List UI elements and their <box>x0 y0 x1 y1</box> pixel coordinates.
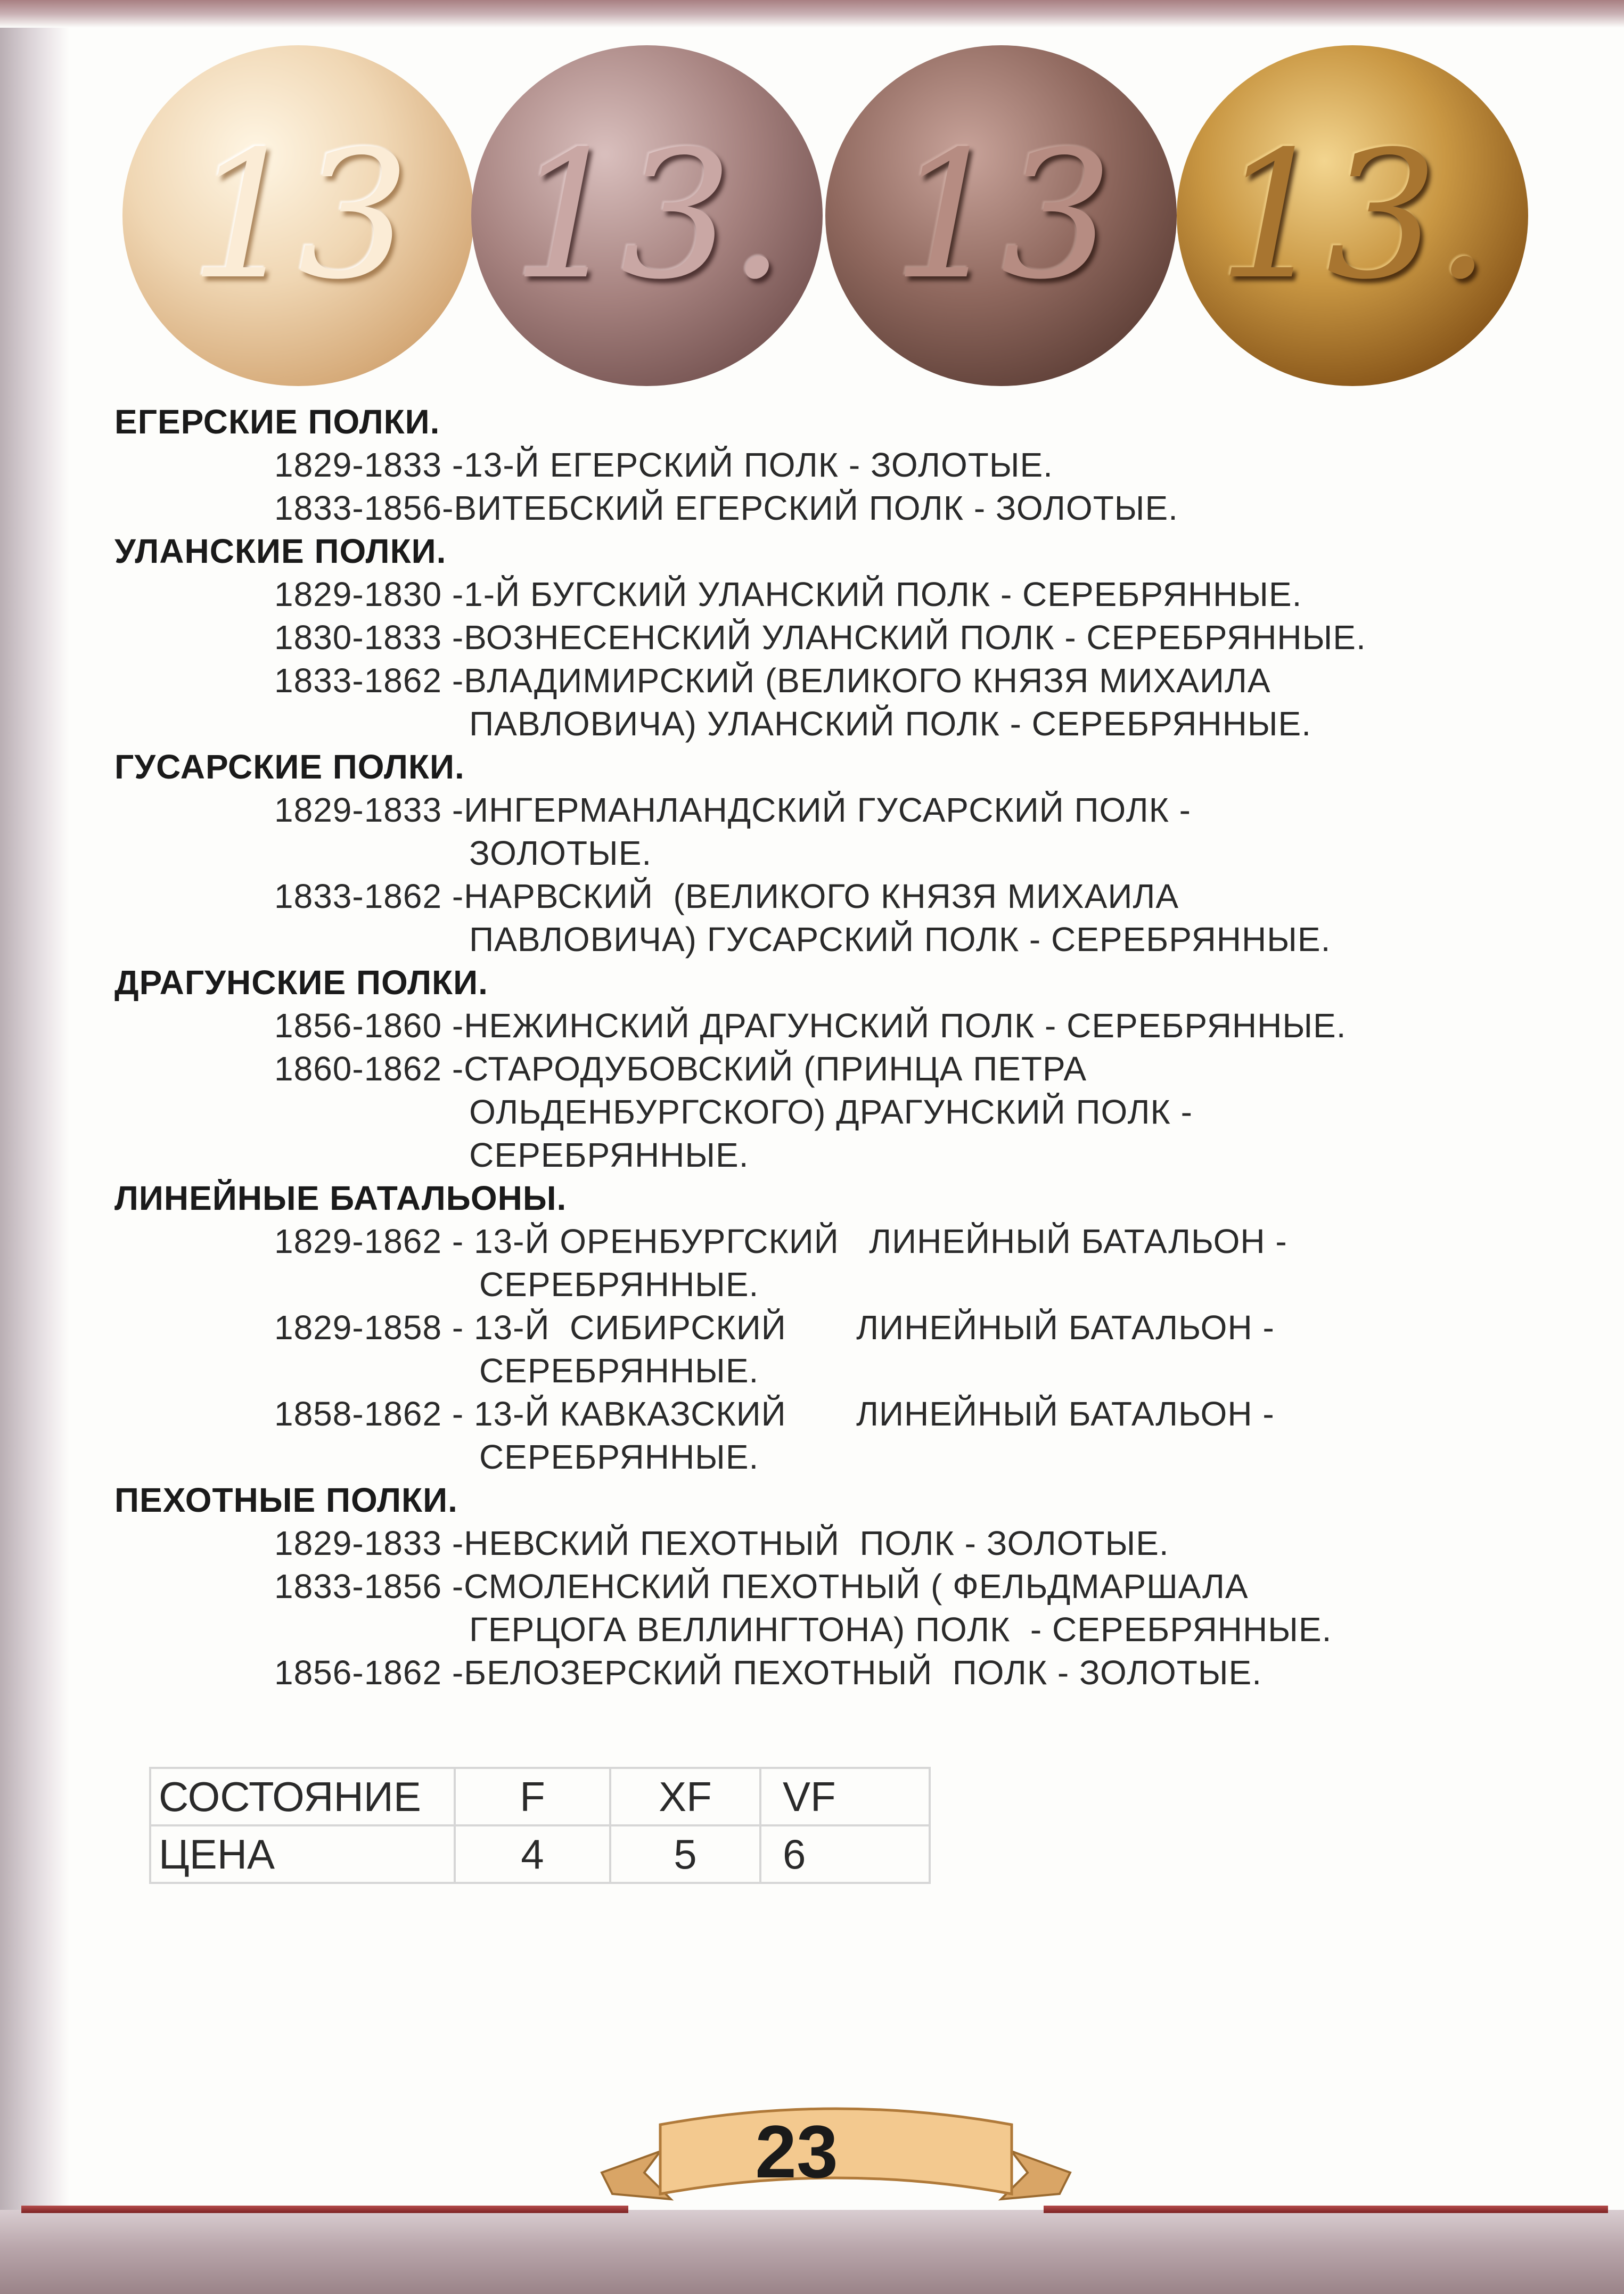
entry-description <box>474 1220 1510 1306</box>
entry-description <box>474 1392 1510 1479</box>
entry-line: ПАВЛОВИЧА) ГУСАРСКИЙ ПОЛК - СЕРЕБРЯННЫЕ. <box>469 920 1331 958</box>
page-frame-bottom <box>0 2210 1624 2294</box>
entry-line: 13-Й СИБИРСКИЙ ЛИНЕЙНЫЙ БАТАЛЬОН - <box>473 1308 1275 1347</box>
entry-description <box>464 789 1510 875</box>
entry-line: СМОЛЕНСКИЙ ПЕХОТНЫЙ ( ФЕЛЬДМАРШАЛА <box>464 1567 1249 1605</box>
entry-line: 13-Й ОРЕНБУРГСКИЙ ЛИНЕЙНЫЙ БАТАЛЬОН - <box>473 1222 1287 1260</box>
button-number: 13 <box>892 113 1110 318</box>
grade-cell: VF <box>760 1768 930 1825</box>
entry-years: 1833-1862 - <box>274 877 464 915</box>
entry-line: ЗОЛОТЫЕ. <box>469 834 652 872</box>
price-row <box>150 1825 930 1883</box>
regiment-entry <box>274 573 1510 616</box>
entry-description <box>464 875 1510 961</box>
section-heading: ЕГЕРСКИЕ ПОЛКИ. <box>114 403 440 441</box>
entry-line: НЕЖИНСКИЙ ДРАГУНСКИЙ ПОЛК - СЕРЕБРЯННЫЕ. <box>464 1006 1347 1045</box>
button-image-silver <box>471 45 823 386</box>
regiment-entry <box>274 875 1510 961</box>
entry-description <box>464 1047 1510 1177</box>
regiment-entry <box>274 1522 1510 1565</box>
entry-line: СЕРЕБРЯННЫЕ. <box>479 1351 759 1390</box>
entry-line: СЕРЕБРЯННЫЕ. <box>479 1265 759 1304</box>
button-number: 13. <box>512 113 782 318</box>
grade-cell: XF <box>610 1768 760 1825</box>
entry-description <box>464 444 1510 487</box>
entry-years: 1829-1858 - <box>274 1308 474 1347</box>
entry-description <box>454 487 1510 530</box>
entry-line: НЕВСКИЙ ПЕХОТНЫЙ ПОЛК - ЗОЛОТЫЕ. <box>464 1524 1169 1562</box>
price-table <box>149 1767 931 1884</box>
regiment-entry <box>274 789 1510 875</box>
price-cell: 4 <box>455 1825 610 1883</box>
bottom-rule-left <box>21 2206 628 2213</box>
entry-years: 1829-1833 - <box>274 1524 464 1562</box>
entry-years: 1833-1856 - <box>274 1567 464 1605</box>
entry-line: 13-Й КАВКАЗСКИЙ ЛИНЕЙНЫЙ БАТАЛЬОН - <box>473 1395 1275 1433</box>
button-image-gold <box>1177 45 1528 386</box>
entry-years: 1856-1862 - <box>274 1653 464 1692</box>
entry-years: 1860-1862 - <box>274 1050 464 1088</box>
button-number: 13 <box>190 113 407 318</box>
regiment-entry <box>274 1651 1510 1694</box>
entry-line: 13-Й ЕГЕРСКИЙ ПОЛК - ЗОЛОТЫЕ. <box>464 446 1053 484</box>
regiment-entry <box>274 487 1510 530</box>
regiment-entry <box>274 1047 1510 1177</box>
grade-cell: F <box>455 1768 610 1825</box>
price-label: ЦЕНА <box>150 1825 455 1883</box>
entry-line: ИНГЕРМАНЛАНДСКИЙ ГУСАРСКИЙ ПОЛК - <box>464 791 1191 829</box>
regiment-entry <box>274 659 1510 745</box>
entry-line: СЕРЕБРЯННЫЕ. <box>469 1136 749 1174</box>
page-frame-left <box>0 0 69 2294</box>
entry-description <box>464 616 1510 659</box>
entry-years: 1829-1830 - <box>274 575 464 613</box>
section-heading: УЛАНСКИЕ ПОЛКИ. <box>114 532 447 570</box>
entry-line: БЕЛОЗЕРСКИЙ ПЕХОТНЫЙ ПОЛК - ЗОЛОТЫЕ. <box>464 1653 1262 1692</box>
entry-description <box>464 1522 1510 1565</box>
price-cell: 6 <box>760 1825 930 1883</box>
entry-line: ВИТЕБСКИЙ ЕГЕРСКИЙ ПОЛК - ЗОЛОТЫЕ. <box>454 489 1178 527</box>
entry-years: 1829-1833 - <box>274 446 464 484</box>
entry-description <box>464 1004 1510 1047</box>
entry-line: ГЕРЦОГА ВЕЛЛИНГТОНА) ПОЛК - СЕРЕБРЯННЫЕ. <box>469 1610 1332 1649</box>
entry-description <box>464 1651 1510 1694</box>
regiment-entry <box>274 1220 1510 1306</box>
button-images-row <box>122 45 1518 386</box>
entry-line: ВОЗНЕСЕНСКИЙ УЛАНСКИЙ ПОЛК - СЕРЕБРЯННЫЕ. <box>464 618 1366 657</box>
bottom-rule-right <box>1044 2206 1608 2213</box>
price-cell: 5 <box>610 1825 760 1883</box>
entry-years: 1856-1860 - <box>274 1006 464 1045</box>
entry-description <box>464 1565 1510 1651</box>
regiment-entry <box>274 1392 1510 1479</box>
regiment-entry <box>274 1004 1510 1047</box>
entry-line: СЕРЕБРЯННЫЕ. <box>479 1438 759 1476</box>
entry-years: 1830-1833 - <box>274 618 464 657</box>
button-number: 13. <box>1217 113 1488 318</box>
regiment-entry <box>274 616 1510 659</box>
entry-years: 1833-1856- <box>274 489 454 527</box>
entry-description <box>474 1306 1510 1392</box>
entry-description <box>464 573 1510 616</box>
button-image-gold-light <box>122 45 474 386</box>
page-frame-top <box>0 0 1624 28</box>
entry-years: 1829-1862 - <box>274 1222 474 1260</box>
regiment-entry <box>274 444 1510 487</box>
condition-row <box>150 1768 930 1825</box>
button-image-silver-dark <box>825 45 1177 386</box>
regiment-listing <box>114 400 1510 1694</box>
entry-line: ОЛЬДЕНБУРГСКОГО) ДРАГУНСКИЙ ПОЛК - <box>469 1093 1193 1131</box>
entry-line: ПАВЛОВИЧА) УЛАНСКИЙ ПОЛК - СЕРЕБРЯННЫЕ. <box>469 704 1311 743</box>
section-heading: ПЕХОТНЫЕ ПОЛКИ. <box>114 1481 458 1519</box>
section-heading: ДРАГУНСКИЕ ПОЛКИ. <box>114 963 488 1002</box>
entry-years: 1833-1862 - <box>274 661 464 700</box>
page-number: 23 <box>755 2110 838 2193</box>
section-heading: ЛИНЕЙНЫЕ БАТАЛЬОНЫ. <box>114 1179 567 1217</box>
regiment-entry <box>274 1565 1510 1651</box>
entry-line: СТАРОДУБОВСКИЙ (ПРИНЦА ПЕТРА <box>464 1050 1087 1088</box>
condition-label: СОСТОЯНИЕ <box>150 1768 455 1825</box>
entry-line: 1-Й БУГСКИЙ УЛАНСКИЙ ПОЛК - СЕРЕБРЯННЫЕ. <box>464 575 1302 613</box>
entry-years: 1858-1862 - <box>274 1395 474 1433</box>
entry-line: НАРВСКИЙ (ВЕЛИКОГО КНЯЗЯ МИХАИЛА <box>464 877 1179 915</box>
entry-description <box>464 659 1510 745</box>
entry-line: ВЛАДИМИРСКИЙ (ВЕЛИКОГО КНЯЗЯ МИХАИЛА <box>464 661 1271 700</box>
entry-years: 1829-1833 - <box>274 791 464 829</box>
section-heading: ГУСАРСКИЕ ПОЛКИ. <box>114 748 465 786</box>
regiment-entry <box>274 1306 1510 1392</box>
